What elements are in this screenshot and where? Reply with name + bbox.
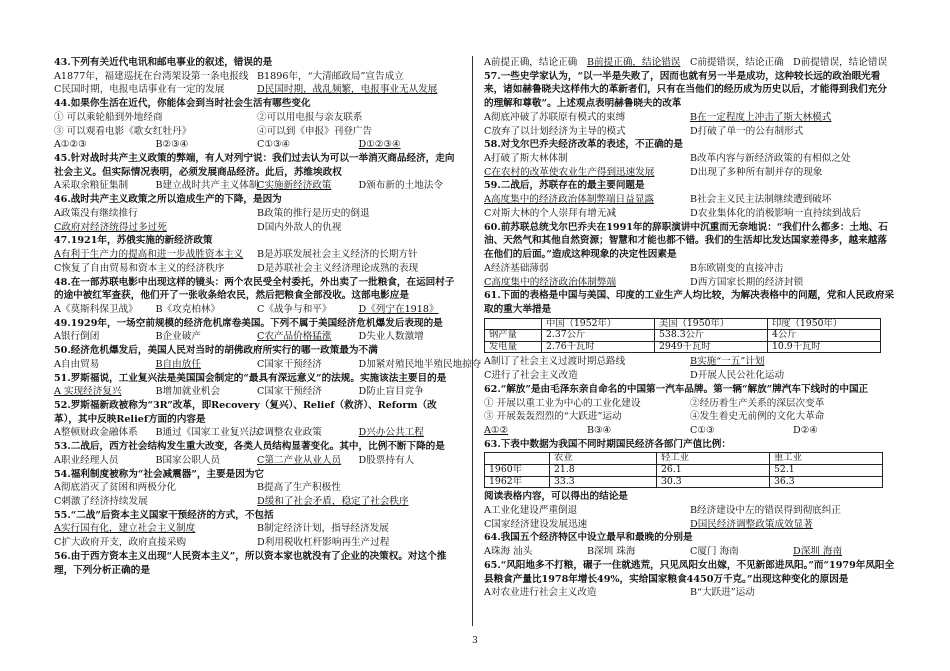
answer-option: A工业化建设严重倒退 xyxy=(484,504,578,516)
option-row xyxy=(484,424,896,438)
option-row xyxy=(54,358,482,372)
answer-option: B自由放任 xyxy=(155,358,201,370)
table-cell: 26.1 xyxy=(657,465,770,477)
table-cell xyxy=(485,318,542,330)
answer-option: ③ 开展轰轰烈烈的“大跃进”运动 xyxy=(484,411,622,423)
answer-option: C①③④ xyxy=(257,139,291,151)
answer-option: A①② xyxy=(484,425,509,437)
answer-option: B③④ xyxy=(587,425,612,437)
option-row xyxy=(54,262,460,276)
answer-option: ① 开展以重工业为中心的工业化建设 xyxy=(484,397,641,409)
option-row xyxy=(484,586,896,600)
table-cell: 1960年 xyxy=(485,465,550,477)
answer-option: B改革内容与新经济政策的有相似之处 xyxy=(690,153,851,165)
question-stem: 53.二战后，西方社会结构发生重大改变，各类人员结构显著变化。其中，比例不断下降的是 xyxy=(54,441,445,453)
option-row xyxy=(54,111,460,125)
answer-option: D国民经济调整政策成效显著 xyxy=(690,518,813,530)
table-cell: 4公斤 xyxy=(768,330,881,342)
question-stem: 58.对戈尔巴乔夫经济改革的表述，不正确的是 xyxy=(484,139,683,151)
answer-option: C第二产业从业人员 xyxy=(257,454,342,466)
question-stem: 43.下列有关近代电讯和邮电事业的叙述，错误的是 xyxy=(54,57,273,68)
option-row xyxy=(484,545,896,559)
answer-option: D防止盲目竞争 xyxy=(358,386,424,398)
answer-option: A经济基础薄弱 xyxy=(484,262,549,274)
table-cell: 1962年 xyxy=(485,476,550,488)
answer-option: A①②③ xyxy=(54,139,87,151)
answer-option: C国家干预经济 xyxy=(257,386,322,398)
option-row xyxy=(54,481,460,495)
answer-option: C对斯大林的个人崇拜有增无减 xyxy=(484,207,617,219)
page-number: 3 xyxy=(472,636,478,646)
answer-option: D国内外敌人的仇视 xyxy=(257,221,342,233)
answer-option: D缓和了社会矛盾，稳定了社会秩序 xyxy=(257,496,409,507)
question-stem: 65.“风阳地多不打粮，碾子一住就逃荒，只见凤阳女出嫁，不见新郎进凤阳。”而“1979年凤阳全县粮食产量比1978年增长49%，实给国家粮食4450万千克。”出现这种变化的原因是 xyxy=(484,559,895,585)
question-stem: 55.“二战”后资本主义国家干预经济的方式，不包括 xyxy=(54,509,274,521)
answer-option: C调整农业政策 xyxy=(257,427,322,439)
question-stem: 57.一些史学家认为，“以一半是失败了，因而也就有另一半是成功，这种较长远的政治眼光看来，诸如赫鲁晓夫这样伟大的革新者们，只有在当他们的经历成为历史以后，才能得到我们充分的理解和尊敬”。上述观点表明赫鲁晓夫的改革 xyxy=(484,70,887,110)
answer-option: A《莫斯科保卫战》 xyxy=(54,303,138,315)
answer-option: C扩大政府开支，政府直接采购 xyxy=(54,537,187,549)
answer-option: D西方国家长期的经济封锁 xyxy=(690,276,804,288)
answer-option: B1896年，“大清邮政局”宣告成立 xyxy=(257,70,404,82)
answer-option: D开展人民公社化运动 xyxy=(690,370,785,382)
answer-option: B通过《国家工业复兴法》 xyxy=(155,427,269,439)
table-cell: 2949千瓦时 xyxy=(655,341,768,353)
table-row xyxy=(485,341,881,353)
table-row xyxy=(485,330,881,342)
answer-option: B政策的推行是历史的倒退 xyxy=(257,207,370,219)
answer-option: C①③ xyxy=(690,425,715,437)
option-row xyxy=(54,138,460,152)
question-stem: 63.下表中数据为我国不同时期国民经济各部门产值比例： xyxy=(484,438,731,450)
option-row xyxy=(54,179,460,193)
table-cell: 2.37公斤 xyxy=(542,330,655,342)
answer-option: ②经历着生产关系的深层次变革 xyxy=(690,397,825,409)
answer-option: B经济建设中左的错误得到彻底纠正 xyxy=(690,504,841,516)
answer-option: C恢复了自由贸易和资本主义的经济秩序 xyxy=(54,262,225,274)
option-row xyxy=(484,111,896,125)
answer-option: C《战争与和平》 xyxy=(257,303,332,315)
answer-option: ④发生着史无前例的文化大革命 xyxy=(690,411,825,423)
table-cell: 轻工业 xyxy=(657,453,770,465)
answer-option: B“大跃进”运动 xyxy=(690,587,755,599)
option-row xyxy=(484,152,896,166)
answer-option: B企业破产 xyxy=(155,331,201,343)
option-row xyxy=(54,248,460,262)
table-cell: 33.3 xyxy=(550,476,657,488)
answer-option: D农业集体化的消极影响一直持续到战后 xyxy=(690,207,861,219)
option-row xyxy=(484,207,896,221)
option-row xyxy=(54,522,460,536)
answer-option: C刺激了经济持续发展 xyxy=(54,496,148,507)
question-stem: 61.下面的表格是中国与美国、印度的工业生产人均比较，为解决表格中的问题，党和人民政府采取的重大举措是 xyxy=(484,290,895,315)
option-row xyxy=(484,56,896,70)
table-cell: 30.3 xyxy=(657,476,770,488)
answer-option: D前提错误，结论错误 xyxy=(793,57,888,68)
answer-option: B增加就业机会 xyxy=(155,386,221,398)
table-cell: 2.76千瓦时 xyxy=(542,341,655,353)
option-row xyxy=(54,207,460,221)
table-cell: 美国（1950年） xyxy=(655,318,768,330)
option-row xyxy=(484,504,896,518)
question-stem: 64.我国五个经济特区中设立最早和最晚的分别是 xyxy=(484,532,693,544)
answer-option: C厦门 海南 xyxy=(690,546,739,558)
answer-option: A整顿财政金融体系 xyxy=(54,427,138,439)
answer-option: B社会主义民主法制继续遭到破坏 xyxy=(690,194,832,206)
left-column xyxy=(54,56,482,577)
option-row xyxy=(484,410,896,424)
option-row xyxy=(484,166,896,180)
table-cell: 发电量 xyxy=(485,341,542,353)
answer-option: A自由贸易 xyxy=(54,358,100,370)
answer-option: D②④ xyxy=(793,425,818,437)
answer-option: C政府对经济统得过多过死 xyxy=(54,221,167,233)
answer-option: B②③④ xyxy=(155,139,189,151)
question-stem: 48.在一部苏联电影中出现这样的镜头：两个农民受全村委托，外出卖了一批粮食，在运回村子的途中被红军查获，他们开了一张收条给农民，然后把粮食全部没收。这部电影应是 xyxy=(54,276,455,302)
option-row xyxy=(484,193,896,207)
question-stem: 46.战时共产主义政策之所以造成生产的下降，是因为 xyxy=(54,194,282,206)
table-cell: 52.1 xyxy=(770,465,883,477)
answer-option: ②可以用电报与亲友联系 xyxy=(257,111,363,123)
option-row xyxy=(484,355,896,369)
option-row xyxy=(484,397,896,411)
answer-option: C国家干预经济 xyxy=(257,358,322,370)
answer-option: A 实现经济复兴 xyxy=(54,386,122,398)
answer-option: A政策没有继续推行 xyxy=(54,207,138,219)
answer-option: B深圳 珠海 xyxy=(587,546,636,558)
option-row xyxy=(54,385,460,399)
table-row xyxy=(485,453,883,465)
option-row xyxy=(54,83,460,97)
option-row xyxy=(54,495,460,509)
answer-option: D民国时期，战乱频繁，电报事业无从发展 xyxy=(257,84,438,96)
answer-option: D深圳 海南 xyxy=(793,546,843,558)
option-row xyxy=(484,276,896,290)
answer-option: ③ 可以观看电影《歌女红牡丹》 xyxy=(54,125,192,137)
answer-option: A制订了社会主义过渡时期总路线 xyxy=(484,356,626,368)
option-row xyxy=(484,125,896,139)
answer-option: D利用税收杠杆影响再生产过程 xyxy=(257,537,390,549)
question-stem: 阅读表格内容，可以得出的结论是 xyxy=(484,491,628,503)
answer-option: B制定经济计划，指导经济发展 xyxy=(257,523,389,535)
answer-option: A彻底消灭了贫困和两极分化 xyxy=(54,482,177,494)
answer-option: D兴办公共工程 xyxy=(358,427,424,439)
question-stem: 44.如果你生活在近代，你能体会到当时社会生活有哪些变化 xyxy=(54,98,311,110)
question-stem: 56.由于西方资本主义出现“人民资本主义”，所以资本家也就没有了企业的决策权。对这个推理，下列分析正确的是 xyxy=(54,550,447,576)
table-cell: 36.3 xyxy=(770,476,883,488)
answer-option: B是苏联发展社会主义经济的长期方针 xyxy=(257,249,418,261)
answer-option: B提高了生产积极性 xyxy=(257,482,341,494)
answer-option: C在农村的改革使农业生产得到迅速发展 xyxy=(484,166,655,178)
option-row xyxy=(54,426,460,440)
question-stem: 62.“解放”是由毛泽东亲自命名的中国第一汽车品牌。第一辆“解放”牌汽车下线时的中国正 xyxy=(484,383,869,395)
answer-option: A彻底冲破了苏联原有模式的束缚 xyxy=(484,111,626,123)
question-stem: 52.罗斯福新政被称为“3R”改革，即Recovery（复兴）、Relief（救济）、Reform（改革），其中反映Relief方面的内容是 xyxy=(54,399,437,425)
answer-option: C民国时期，电报电话事业有一定的发展 xyxy=(54,84,225,96)
answer-option: A1877年，福建巡抚在台湾架设第一条电报线 xyxy=(54,70,249,82)
answer-option: B建立战时共产主义体制 xyxy=(155,180,259,192)
table-cell: 重工业 xyxy=(770,453,883,465)
table-row xyxy=(485,465,883,477)
table-cell: 钢产量 xyxy=(485,330,542,342)
option-row xyxy=(54,303,460,317)
answer-option: D①②③④ xyxy=(358,139,401,151)
question-stem: 54.福利制度被称为“社会减震器”，主要是因为它 xyxy=(54,468,265,480)
answer-option: A对农业进行社会主义改造 xyxy=(484,587,597,599)
table-cell: 21.8 xyxy=(550,465,657,477)
answer-option: ④可以到《申报》刊登广告 xyxy=(257,125,373,137)
answer-option: A前提正确，结论正确 xyxy=(484,57,578,68)
option-row xyxy=(54,536,460,550)
table-row xyxy=(485,318,881,330)
option-row xyxy=(54,221,460,235)
answer-option: B在一定程度上冲击了斯大林模式 xyxy=(690,111,832,123)
table-cell: 农业 xyxy=(550,453,657,465)
option-row xyxy=(484,518,896,532)
table-row xyxy=(485,476,883,488)
table-cell: 10.9千瓦时 xyxy=(768,341,881,353)
answer-option: A实行国有化，建立社会主义制度 xyxy=(54,523,196,535)
question-stem: 59.二战后，苏联存在的最主要问题是 xyxy=(484,180,645,192)
question-stem: 50.经济危机爆发后，美国人民对当时的胡佛政府所实行的哪一政策最为不满 xyxy=(54,345,378,357)
answer-option: D失业人数激增 xyxy=(358,331,424,343)
question-stem: 49.1929年，一场空前规模的经济危机席卷美国。下列不属于美国经济危机爆发后表现的是 xyxy=(54,317,443,329)
option-row xyxy=(54,454,460,468)
question-stem: 60.前苏联总统戈尔巴乔夫在1991年的辞职演讲中沉重而无奈地说：“我们什么都多：土地、石油、天然气和其他自然资源；智慧和才能也都不错。我们的生活却比发达国家差得多，越来越落在他们的后面。”造成这种现象的决定性因素是 xyxy=(484,221,888,261)
t61-table xyxy=(484,318,881,354)
answer-option: A打破了斯大林体制 xyxy=(484,153,568,165)
answer-option: A珠海 汕头 xyxy=(484,546,533,558)
answer-option: B东欧剧变的直接冲击 xyxy=(690,262,784,274)
table-cell: 538.3公斤 xyxy=(655,330,768,342)
answer-option: C国家经济建设发展迅速 xyxy=(484,518,588,530)
option-row xyxy=(484,369,896,383)
option-row xyxy=(484,262,896,276)
question-stem: 47.1921年，苏俄实施的新经济政策 xyxy=(54,235,213,247)
option-row xyxy=(54,125,460,139)
answer-option: D是苏联社会主义经济理论成熟的表现 xyxy=(257,262,419,274)
answer-option: A采取余粮征集制 xyxy=(54,180,129,192)
right-column xyxy=(484,56,896,600)
table-cell: 印度（1950年） xyxy=(768,318,881,330)
option-row xyxy=(54,70,460,84)
answer-option: A有利于生产力的提高和进一步战胜资本主义 xyxy=(54,249,244,261)
option-row xyxy=(54,330,460,344)
answer-option: A银行倒闭 xyxy=(54,331,100,343)
answer-option: B国家公职人员 xyxy=(155,454,221,466)
answer-option: C进行了社会主义改造 xyxy=(484,370,578,382)
answer-option: D股票持有人 xyxy=(358,454,415,466)
answer-option: C高度集中的经济政治体制弊端 xyxy=(484,276,617,288)
answer-option: C前提错误，结论正确 xyxy=(690,57,784,68)
answer-option: D《列宁在1918》 xyxy=(358,303,439,315)
answer-option: A职业经理人员 xyxy=(54,454,119,466)
table-cell xyxy=(485,453,550,465)
t63-table xyxy=(484,452,883,488)
question-stem: 51.罗斯福说，工业复兴法是美国国会制定的“最具有深远意义”的法规。实施该法主要目的是 xyxy=(54,372,447,384)
answer-option: C放弃了以计划经济为主导的模式 xyxy=(484,125,626,137)
table-cell: 中国（1952年） xyxy=(542,318,655,330)
answer-option: D颁布新的土地法令 xyxy=(358,180,443,192)
answer-option: B实施“一五”计划 xyxy=(690,356,765,368)
column-divider xyxy=(472,56,473,626)
answer-option: D加紧对殖民地半殖民地掠夺 xyxy=(358,358,482,370)
answer-option: B《攻克柏林》 xyxy=(155,303,221,315)
answer-option: C农产品价格猛涨 xyxy=(257,331,332,343)
answer-option: C实施新经济政策 xyxy=(257,180,332,192)
answer-option: A高度集中的经济政治体制弊端日益显露 xyxy=(484,194,655,206)
answer-option: D打破了单一的公有制形式 xyxy=(690,125,804,137)
question-stem: 45.针对战时共产主义政策的弊端，有人对列宁说：我们过去认为可以一举消灭商品经济，走向社会主义。但实际情况表明，必须发展商品经济。此后，苏维埃政权 xyxy=(54,153,455,178)
answer-option: B前提正确，结论错误 xyxy=(587,57,681,68)
answer-option: D出现了多种所有制并存的现象 xyxy=(690,166,823,178)
answer-option: ① 可以乘轮船到外地经商 xyxy=(54,111,163,123)
